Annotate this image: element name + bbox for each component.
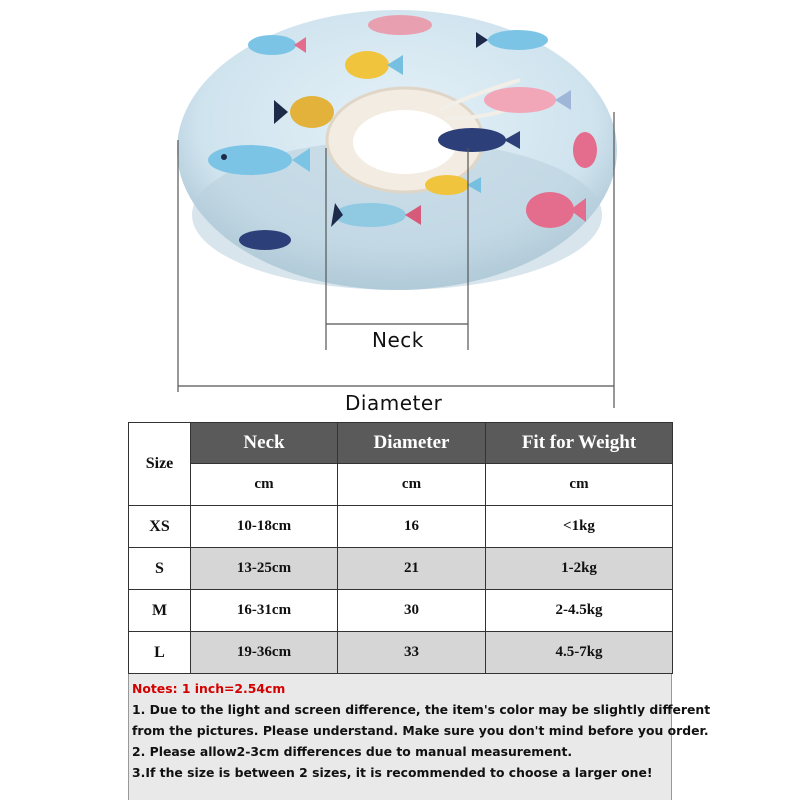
note-line: 1. Due to the light and screen difference, the item's color may be slightly different [132, 702, 711, 717]
weight-cell: 4.5-7kg [486, 632, 673, 674]
diameter-cell: 30 [338, 590, 486, 632]
notes-panel [128, 674, 711, 800]
size-column-header: Size [129, 423, 191, 506]
table-row [129, 548, 673, 590]
note-line: 3.If the size is between 2 sizes, it is recommended to choose a larger one! [132, 765, 653, 780]
neck-column-header: Neck [191, 423, 338, 464]
table-units-row [129, 464, 673, 506]
weight-cell: <1kg [486, 506, 673, 548]
neck-dimension-label: Neck [372, 328, 424, 352]
size-chart-table [128, 422, 673, 674]
size-cell: S [129, 548, 191, 590]
weight-cell: 1-2kg [486, 548, 673, 590]
table-row [129, 590, 673, 632]
diameter-unit: cm [338, 464, 486, 506]
note-line: 2. Please allow2-3cm differences due to manual measurement. [132, 744, 573, 759]
diameter-cell: 33 [338, 632, 486, 674]
neck-unit: cm [191, 464, 338, 506]
diameter-dimension-label: Diameter [345, 391, 443, 415]
weight-cell: 2-4.5kg [486, 590, 673, 632]
neck-cell: 19-36cm [191, 632, 338, 674]
diameter-cell: 16 [338, 506, 486, 548]
notes-title: Notes: 1 inch=2.54cm [132, 681, 286, 696]
diameter-column-header: Diameter [338, 423, 486, 464]
size-cell: XS [129, 506, 191, 548]
table-row [129, 632, 673, 674]
weight-column-header: Fit for Weight [486, 423, 673, 464]
neck-cell: 13-25cm [191, 548, 338, 590]
neck-cell: 10-18cm [191, 506, 338, 548]
diameter-cell: 21 [338, 548, 486, 590]
note-line: from the pictures. Please understand. Make sure you don't mind before you order. [132, 723, 709, 738]
weight-unit: cm [486, 464, 673, 506]
size-cell: M [129, 590, 191, 632]
neck-cell: 16-31cm [191, 590, 338, 632]
table-row [129, 506, 673, 548]
size-cell: L [129, 632, 191, 674]
table-header-row [129, 423, 673, 464]
